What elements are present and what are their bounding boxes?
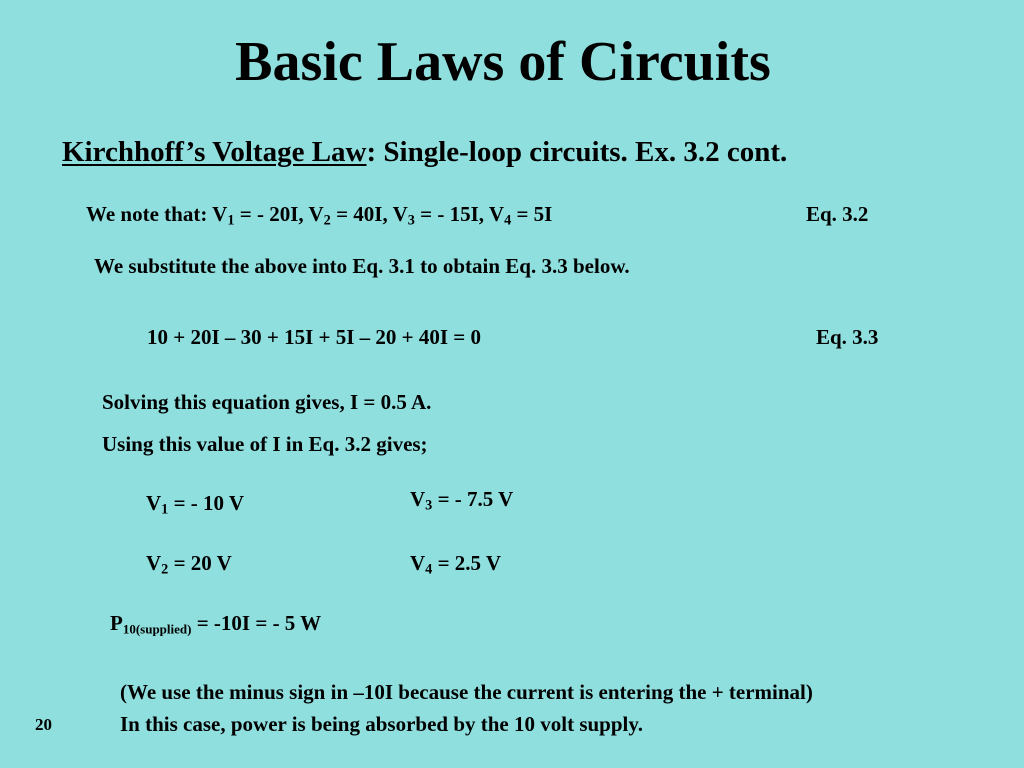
v4-result-subscript: 4 [425,561,433,578]
v4-result-value: = 2.5 V [432,551,502,575]
v1-expression: = - 20I, V [234,202,324,226]
v3-result-value: = - 7.5 V [432,487,514,511]
v4-symbol: V [410,551,426,575]
v4-subscript: 4 [504,212,512,229]
slide-title: Basic Laws of Circuits [235,31,771,93]
result-v2 [146,551,232,576]
solving-text: Solving this equation gives, I = 0.5 A. [102,390,432,414]
v1-result-subscript: 1 [161,501,169,518]
result-v3 [410,487,513,512]
footnote-line-1: (We use the minus sign in –10I because the current is entering the + terminal) [120,680,813,704]
result-v1 [146,491,244,516]
power-value: = -10I = - 5 W [191,611,322,635]
v3-symbol: V [410,487,426,511]
power-symbol: P [110,611,123,635]
v2-symbol: V [146,551,162,575]
v2-result-value: = 20 V [168,551,232,575]
subtitle-rest: : Single-loop circuits. Ex. 3.2 cont. [366,136,788,168]
eq-3-3-label: Eq. 3.3 [816,325,879,349]
v1-subscript: 1 [227,212,235,229]
using-text: Using this value of I in Eq. 3.2 gives; [102,432,428,456]
equation-3-3: 10 + 20I – 30 + 15I + 5I – 20 + 40I = 0 [147,325,482,349]
substitute-text: We substitute the above into Eq. 3.1 to obtain Eq. 3.3 below. [94,254,630,278]
note-prefix: We note that: V [86,202,228,226]
v2-expression: = 40I, V [330,202,408,226]
v3-expression: = - 15I, V [414,202,505,226]
v1-result-value: = - 10 V [168,491,245,515]
power-subscript: 10(supplied) [122,621,192,637]
v1-symbol: V [146,491,162,515]
v2-subscript: 2 [323,212,331,229]
power-result [110,611,321,636]
slide-number: 20 [35,715,52,734]
footnote-line-2: In this case, power is being absorbed by the 10 volt supply. [120,712,643,736]
v3-result-subscript: 3 [425,497,433,514]
v2-result-subscript: 2 [161,561,169,578]
note-line [86,202,552,227]
result-v4 [410,551,501,576]
v4-expression: = 5I [511,202,553,226]
eq-3-2-label: Eq. 3.2 [806,202,869,226]
v3-subscript: 3 [407,212,415,229]
kvl-heading: Kirchhoff’s Voltage Law [62,136,367,168]
slide-subtitle [62,136,787,169]
